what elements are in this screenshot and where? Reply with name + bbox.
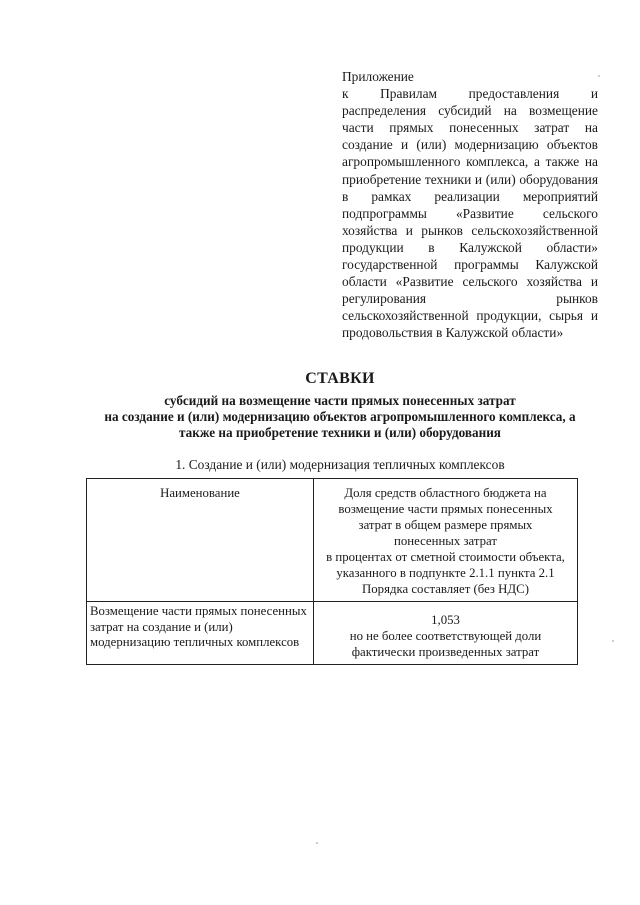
scan-speck [612, 640, 614, 642]
scan-speck [316, 842, 318, 844]
subtitle-line-2: на создание и (или) модернизацию объектов агропромышленного комплекса, а [104, 409, 576, 424]
document-title: СТАВКИ [305, 370, 375, 387]
scan-speck [598, 75, 600, 77]
appendix-title: Приложение [342, 69, 414, 84]
section-title: 1. Создание и (или) модернизация тепличных комплексов [175, 457, 505, 472]
document-subtitle [60, 393, 620, 441]
header-share [314, 479, 578, 602]
row-value: 1,053 [431, 613, 460, 627]
appendix-text: к Правилам предоставления и распределения субсидий на возмещение части прямых понесенных затрат на создание и (или) модернизацию объектов агропромышленного комплекса, а также на приобретение техники и (или) оборудования в рамках реализации мероприятий подпрограммы «Развитие сельского хозяйства и рынков сельскохозяйственной продукции в Калужской области» государственной программы Калужской области «Развитие сельского хозяйства и регулирования рынков сельскохозяйственной продукции, сырья и продовольствия в Калужской области» [342, 86, 598, 341]
header-share-cont: в процентах от сметной стоимости объекта, указанного в подпункте 2.1.1 пункта 2.1 Порядка составляет (без НДС) [326, 550, 565, 596]
table-header-row [87, 479, 578, 602]
table-row [87, 602, 578, 665]
row-value-cell [314, 602, 578, 665]
subtitle-line-1: субсидий на возмещение части прямых понесенных затрат [164, 393, 516, 408]
rates-table [86, 478, 578, 665]
subtitle-line-3: также на приобретение техники и (или) оборудования [179, 425, 501, 440]
appendix-block [342, 68, 598, 342]
row-note: но не более соответствующей доли фактически произведенных затрат [349, 629, 542, 659]
row-name: Возмещение части прямых понесенных затрат на создание и (или) модернизацию тепличных комплексов [87, 602, 314, 665]
header-name: Наименование [87, 479, 314, 602]
header-share-text: Доля средств областного бюджета на возмещение части прямых понесенных затрат в общем размере прямых понесенных затрат [338, 486, 553, 548]
